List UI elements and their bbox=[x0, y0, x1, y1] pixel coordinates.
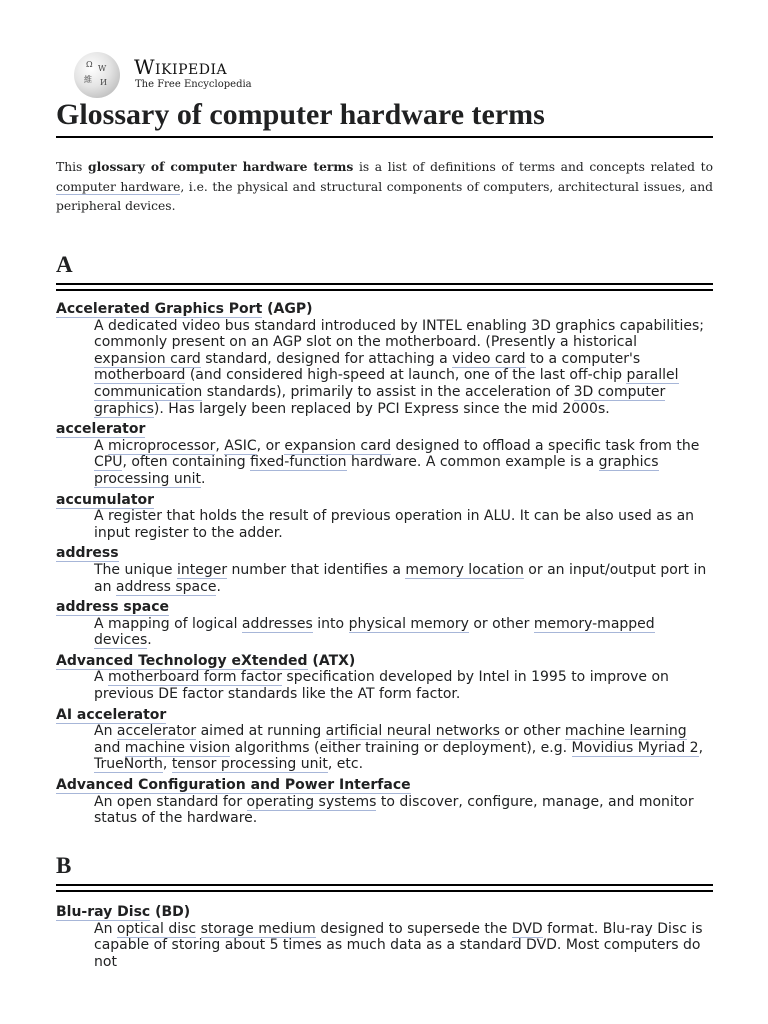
definition-text: . bbox=[147, 632, 152, 649]
definition-text: A register that holds the result of previous operation in ALU. It can be also used as an input register to the adder. bbox=[94, 508, 695, 541]
term-link[interactable]: address bbox=[56, 545, 119, 562]
term-link[interactable]: accumulator bbox=[56, 491, 155, 508]
term-accelerator bbox=[56, 421, 713, 438]
link-memory-location[interactable]: memory location bbox=[405, 561, 524, 578]
link-truenorth[interactable]: TrueNorth bbox=[94, 756, 163, 773]
link-graphics-processing-unit[interactable]: graphics processing unit bbox=[94, 454, 659, 487]
definition-text: An open standard for bbox=[94, 793, 247, 810]
definition-text: , often containing bbox=[122, 454, 251, 471]
link-microprocessor[interactable]: microprocessor bbox=[108, 437, 216, 454]
definition-text: standards), primarily to assist in the acceleration of bbox=[202, 383, 574, 400]
definition-text: . bbox=[201, 470, 206, 487]
definition-text: An bbox=[94, 723, 117, 740]
definition-text: hardware. A common example is a bbox=[346, 454, 599, 471]
wikipedia-wordmark: Wikipedia bbox=[134, 55, 228, 79]
term-link[interactable]: Advanced Technology eXtended bbox=[56, 652, 308, 669]
link-dvd[interactable]: DVD bbox=[511, 920, 543, 937]
definition-text: number that identifies a bbox=[227, 561, 406, 578]
term-link[interactable]: accelerator bbox=[56, 421, 146, 438]
definition-text: to discover, configure, manage, and monitor status of the hardware. bbox=[94, 793, 694, 827]
definition-text: , etc. bbox=[327, 756, 364, 773]
wikipedia-logo[interactable] bbox=[74, 52, 254, 98]
link-cpu[interactable]: CPU bbox=[94, 454, 123, 471]
intro-paragraph bbox=[56, 157, 713, 217]
link-3d-computer-graphics[interactable]: 3D computer graphics bbox=[94, 383, 666, 417]
definition-text: and bbox=[94, 739, 125, 756]
definition-text: (and considered high-speed at launch, one of the last off-chip bbox=[185, 367, 627, 384]
link-optical-disc[interactable]: optical disc bbox=[116, 920, 197, 937]
definition-text: designed to offload a specific task from the bbox=[391, 437, 700, 454]
link-physical-memory[interactable]: physical memory bbox=[348, 615, 469, 632]
link-accelerator[interactable]: accelerator bbox=[116, 723, 197, 740]
definition bbox=[94, 723, 713, 773]
definition-text: , bbox=[215, 437, 225, 454]
definition-text: or other bbox=[499, 723, 565, 740]
term-abbreviation: (ATX) bbox=[307, 652, 356, 669]
definition-text: designed to supersede the bbox=[315, 920, 512, 937]
section-divider bbox=[56, 289, 713, 291]
intro-text: This bbox=[56, 160, 88, 174]
link-computer-hardware[interactable]: computer hardware bbox=[56, 179, 181, 194]
term-blu-ray-disc bbox=[56, 904, 713, 921]
link-operating-systems[interactable]: operating systems bbox=[246, 793, 377, 810]
link-expansion-card[interactable]: expansion card bbox=[284, 437, 392, 454]
definition-text: A bbox=[94, 437, 109, 454]
link-motherboard-form-factor[interactable]: motherboard form factor bbox=[108, 669, 282, 686]
term-abbreviation: (AGP) bbox=[262, 301, 313, 317]
definition-text: A dedicated video bus standard introduced by INTEL enabling 3D graphics capabilities; commonly present on an AGP slot on the motherboard. (Presently a historical bbox=[94, 317, 704, 351]
definition-text: A bbox=[94, 669, 109, 686]
section-letter: B bbox=[56, 852, 713, 886]
link-parallel-communication[interactable]: parallel communication bbox=[94, 367, 679, 400]
definition-text: , bbox=[698, 739, 704, 756]
term-accumulator bbox=[56, 492, 713, 509]
link-asic[interactable]: ASIC bbox=[224, 437, 257, 454]
definition-text: aimed at running bbox=[196, 723, 326, 740]
term-abbreviation: (BD) bbox=[150, 904, 191, 920]
link-addresses[interactable]: addresses bbox=[241, 615, 313, 632]
link-integer[interactable]: integer bbox=[176, 561, 228, 578]
glossary-list-a bbox=[56, 301, 713, 831]
definition-text: . bbox=[216, 578, 221, 595]
term-advanced-technology-extended bbox=[56, 653, 713, 670]
definition-text: into bbox=[312, 615, 349, 632]
link-memory-mapped-devices[interactable]: memory-mapped devices bbox=[94, 615, 655, 649]
term-ai-accelerator bbox=[56, 707, 713, 724]
definition-text: standard, designed for attaching a bbox=[200, 350, 453, 367]
intro-bold-term: glossary of computer hardware terms bbox=[87, 159, 354, 174]
definition-text bbox=[196, 921, 200, 937]
page-title: Glossary of computer hardware terms bbox=[56, 96, 713, 138]
link-video-card[interactable]: video card bbox=[452, 350, 526, 367]
definition-text: to a computer's bbox=[525, 350, 641, 367]
wikipedia-tagline: The Free Encyclopedia bbox=[135, 79, 252, 90]
definition bbox=[94, 616, 713, 649]
term-link[interactable]: Advanced Configuration and Power Interface bbox=[56, 777, 411, 794]
definition-text: A mapping of logical bbox=[94, 615, 242, 632]
definition bbox=[94, 562, 713, 595]
link-tensor-processing-unit[interactable]: tensor processing unit bbox=[171, 756, 328, 773]
link-expansion-card[interactable]: expansion card bbox=[94, 350, 201, 367]
definition bbox=[94, 794, 713, 827]
intro-text: , i.e. the physical and structural components of computers, architectural issues, and peripheral devices. bbox=[56, 179, 714, 213]
link-movidius-myriad-2[interactable]: Movidius Myriad 2 bbox=[571, 739, 699, 756]
link-fixed-function[interactable]: fixed-function bbox=[250, 454, 347, 471]
globe-glyph: Ω bbox=[86, 60, 93, 69]
term-link[interactable]: Accelerated Graphics Port bbox=[56, 301, 263, 317]
link-storage-medium[interactable]: storage medium bbox=[200, 920, 316, 937]
section-header-a bbox=[56, 251, 713, 291]
wikipedia-globe-icon bbox=[74, 52, 120, 98]
glossary-list-b bbox=[56, 904, 713, 974]
term-advanced-configuration-and-power-interface bbox=[56, 777, 713, 794]
term-link[interactable]: AI accelerator bbox=[56, 706, 167, 723]
definition-text: format. Blu-ray Disc is capable of storing about 5 times as much data as a standard DVD. Most computers do not bbox=[94, 920, 703, 970]
definition-text: or an input/output port in an bbox=[94, 561, 707, 595]
term-link[interactable]: address space bbox=[56, 599, 170, 616]
definition bbox=[94, 318, 713, 418]
definition-text: , or bbox=[256, 437, 285, 454]
globe-glyph: W bbox=[98, 64, 107, 73]
intro-text: is a list of definitions of terms and concepts related to bbox=[353, 160, 713, 174]
term-link[interactable]: Blu-ray Disc bbox=[56, 904, 151, 920]
definition-text: algorithms (either training or deployment), e.g. bbox=[230, 739, 572, 756]
term-accelerated-graphics-port bbox=[56, 301, 713, 318]
link-address-space[interactable]: address space bbox=[115, 578, 217, 595]
definition bbox=[94, 669, 713, 702]
section-header-b bbox=[56, 852, 713, 892]
definition-text: The unique bbox=[94, 561, 177, 578]
link-motherboard[interactable]: motherboard bbox=[94, 367, 186, 384]
section-divider bbox=[56, 890, 713, 892]
definition-text: An bbox=[94, 920, 117, 937]
definition bbox=[94, 921, 713, 971]
section-letter: A bbox=[56, 251, 713, 285]
definition-text: ). Has largely been replaced by PCI Express since the mid 2000s. bbox=[153, 400, 610, 417]
definition-text: or other bbox=[468, 615, 534, 632]
globe-glyph: 維 bbox=[84, 75, 92, 84]
globe-glyph: И bbox=[100, 78, 107, 87]
link-machine-vision[interactable]: machine vision bbox=[124, 739, 231, 756]
term-address-space bbox=[56, 599, 713, 616]
definition bbox=[94, 508, 713, 541]
link-machine-learning[interactable]: machine learning bbox=[564, 723, 687, 740]
definition-text: specification developed by Intel in 1995 to improve on previous DE factor standards like the AT form factor. bbox=[94, 669, 669, 703]
definition bbox=[94, 438, 713, 488]
term-address bbox=[56, 545, 713, 562]
definition-text: , bbox=[162, 756, 172, 773]
link-artificial-neural-networks[interactable]: artificial neural networks bbox=[325, 723, 500, 740]
